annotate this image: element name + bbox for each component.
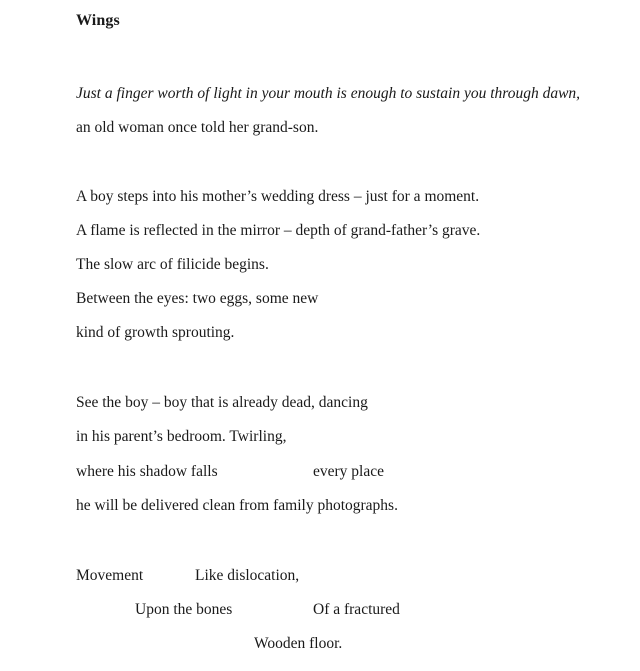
stanza4-line2b: Of a fractured <box>313 601 400 618</box>
stanza2-line5: kind of growth sprouting. <box>76 324 235 341</box>
stanza4-line2a: Upon the bones <box>135 601 233 618</box>
stanza1-line2: an old woman once told her grand-son. <box>76 119 319 136</box>
stanza4-line1b: Like dislocation, <box>195 567 300 584</box>
stanza2-line2: A flame is reflected in the mirror – depth of grand-father’s grave. <box>76 222 481 239</box>
stanza3-line1: See the boy – boy that is already dead, dancing <box>76 394 368 411</box>
stanza1-line1: Just a finger worth of light in your mouth is enough to sustain you through dawn, <box>76 85 581 102</box>
stanza2-line3: The slow arc of filicide begins. <box>76 256 269 273</box>
stanza2-line4: Between the eyes: two eggs, some new <box>76 290 319 307</box>
stanza3-line2: in his parent’s bedroom. Twirling, <box>76 428 287 445</box>
poem-title: Wings <box>76 12 120 29</box>
stanza2-line1: A boy steps into his mother’s wedding dress – just for a moment. <box>76 188 480 205</box>
stanza3-line4: he will be delivered clean from family photographs. <box>76 497 398 514</box>
stanza3-line3a: where his shadow falls <box>76 463 218 480</box>
stanza4-line1a: Movement <box>76 567 144 584</box>
stanza3-line3b: every place <box>313 463 384 480</box>
stanza4-line3: Wooden floor. <box>254 635 343 652</box>
